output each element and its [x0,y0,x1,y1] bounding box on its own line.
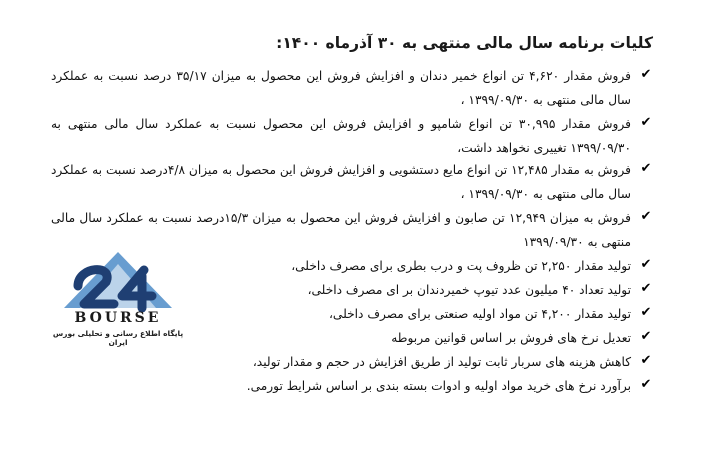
checkmark-icon: ✔ [640,67,652,82]
list-item [235,254,655,278]
list-item-text: فروش مقدار ۳۰,۹۹۵ تن انواع شامپو و افزایش فروش این محصول نسبت به عملکرد سال مالی منتهی به ۱۳۹۹/۰۹/۳۰ تغییری نخواهد داشت، [51,117,631,155]
logo-tagline: پایگاه اطلاع رسانی و تحلیلی بورس ایران [52,329,184,347]
checkmark-icon: ✔ [640,257,652,272]
list-item-text: فروش به مقدار ۱۲,۴۸۵ تن انواع مایع دستشویی و افزایش فروش این محصول به میزان ۴/۸درصد نسبت به عملکرد سال مالی منتهی به ۱۳۹۹/۰۹/۳۰ ، [51,163,631,201]
list-item-text: تعدیل نرخ های فروش بر اساس قوانین مربوطه [391,331,631,345]
list-item [43,158,655,206]
checkmark-icon: ✔ [640,377,652,392]
bourse-logo [44,246,192,346]
list-item [235,350,655,374]
bourse-logo-mark [44,246,192,312]
checkmark-icon: ✔ [640,161,652,176]
list-item-text: فروش مقدار ۴,۶۲۰ تن انواع خمیر دندان و افزایش فروش این محصول به میزان ۳۵/۱۷ درصد نسبت به عملکرد سال مالی منتهی به ۱۳۹۹/۰۹/۳۰ ، [51,69,631,107]
list-item-text: تولید تعداد ۴۰ میلیون عدد تیوپ خمیردندان بر ای مصرف داخلی، [307,283,631,297]
list-item [235,374,655,398]
list-item [43,112,655,160]
checkmark-icon: ✔ [640,329,652,344]
list-item [235,302,655,326]
list-item-text: کاهش هزینه های سربار ثابت تولید از طریق افزایش در حجم و مقدار تولید، [252,355,631,369]
list-item-text: تولید مقدار ۲,۲۵۰ تن ظروف پت و درب بطری برای مصرف داخلی، [291,259,631,273]
list-item-text: تولید مقدار ۴,۲۰۰ تن مواد اولیه صنعتی برای مصرف داخلی، [329,307,631,321]
page-title: کلیات برنامه سال مالی منتهی به ۳۰ آذرماه ۱۴۰۰: [276,34,653,52]
checkmark-icon: ✔ [640,305,652,320]
checkmark-icon: ✔ [640,115,652,130]
list-item-text: فروش به میزان ۱۲,۹۴۹ تن صابون و افزایش فروش این محصول به میزان ۱۵/۳درصد نسبت به عملکرد سال مالی منتهی به ۱۳۹۹/۰۹/۳۰ [51,211,631,249]
list-item [235,278,655,302]
list-item [43,64,655,112]
checkmark-icon: ✔ [640,209,652,224]
checkmark-icon: ✔ [640,281,652,296]
list-item [235,326,655,350]
logo-wordmark: BOURSE [74,310,162,326]
list-item-text: برآورد نرخ های خرید مواد اولیه و ادوات بسته بندی بر اساس شرایط تورمی. [246,379,631,393]
checkmark-icon: ✔ [640,353,652,368]
